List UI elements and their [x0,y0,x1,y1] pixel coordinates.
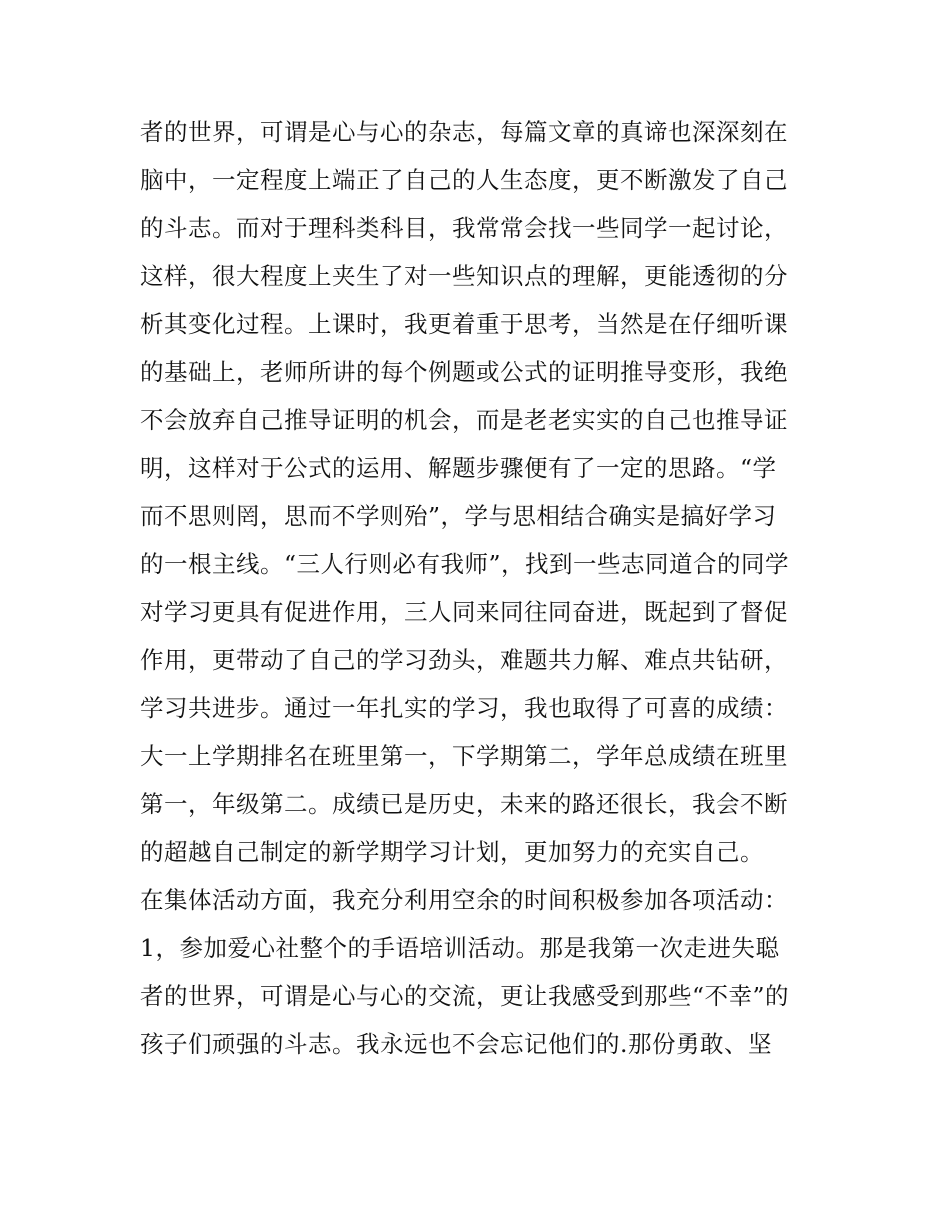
text-line: 这样，很大程度上夹生了对一些知识点的理解，更能透彻的分 [140,262,788,290]
text-line: 在集体活动方面，我充分利用空余的时间积极参加各项活动： [140,886,788,914]
text-line: 者的世界，可谓是心与心的交流，更让我感受到那些“不幸”的 [140,982,790,1010]
text-line: 对学习更具有促进作用，三人同来同往同奋进，既起到了督促 [140,598,788,626]
text-line: 的斗志。而对于理科类科目，我常常会找一些同学一起讨论， [140,214,788,242]
text-line: 孩子们顽强的斗志。我永远也不会忘记他们的.那份勇敢、坚 [140,1030,772,1058]
body-text [140,108,820,1068]
text-line: 明，这样对于公式的运用、解题步骤便有了一定的思路。“学 [140,454,777,482]
text-line: 第一，年级第二。成绩已是历史，未来的路还很长，我会不断 [140,790,788,818]
text-line: 大一上学期排名在班里第一，下学期第二，学年总成绩在班里 [140,742,788,770]
text-line: 作用，更带动了自己的学习劲头，难题共力解、难点共钻研， [140,646,788,674]
text-line: 学习共进步。通过一年扎实的学习，我也取得了可喜的成绩： [140,694,788,722]
text-line: 脑中，一定程度上端正了自己的人生态度，更不断激发了自己 [140,166,788,194]
text-line: 的超越自己制定的新学期学习计划，更加努力的充实自己。 [140,838,764,866]
text-line: 的基础上，老师所讲的每个例题或公式的证明推导变形，我绝 [140,358,788,386]
text-line: 不会放弃自己推导证明的机会，而是老老实实的自己也推导证 [140,406,788,434]
text-line: 的一根主线。“三人行则必有我师”，找到一些志同道合的同学 [140,550,790,578]
text-line: 而不思则罔，思而不学则殆”，学与思相结合确实是搞好学习 [140,502,777,530]
text-line: 析其变化过程。上课时，我更着重于思考，当然是在仔细听课 [140,310,788,338]
text-line: 1，参加爱心社整个的手语培训活动。那是我第一次走进失聪 [140,934,780,962]
text-line: 者的世界，可谓是心与心的杂志，每篇文章的真谛也深深刻在 [140,118,788,146]
